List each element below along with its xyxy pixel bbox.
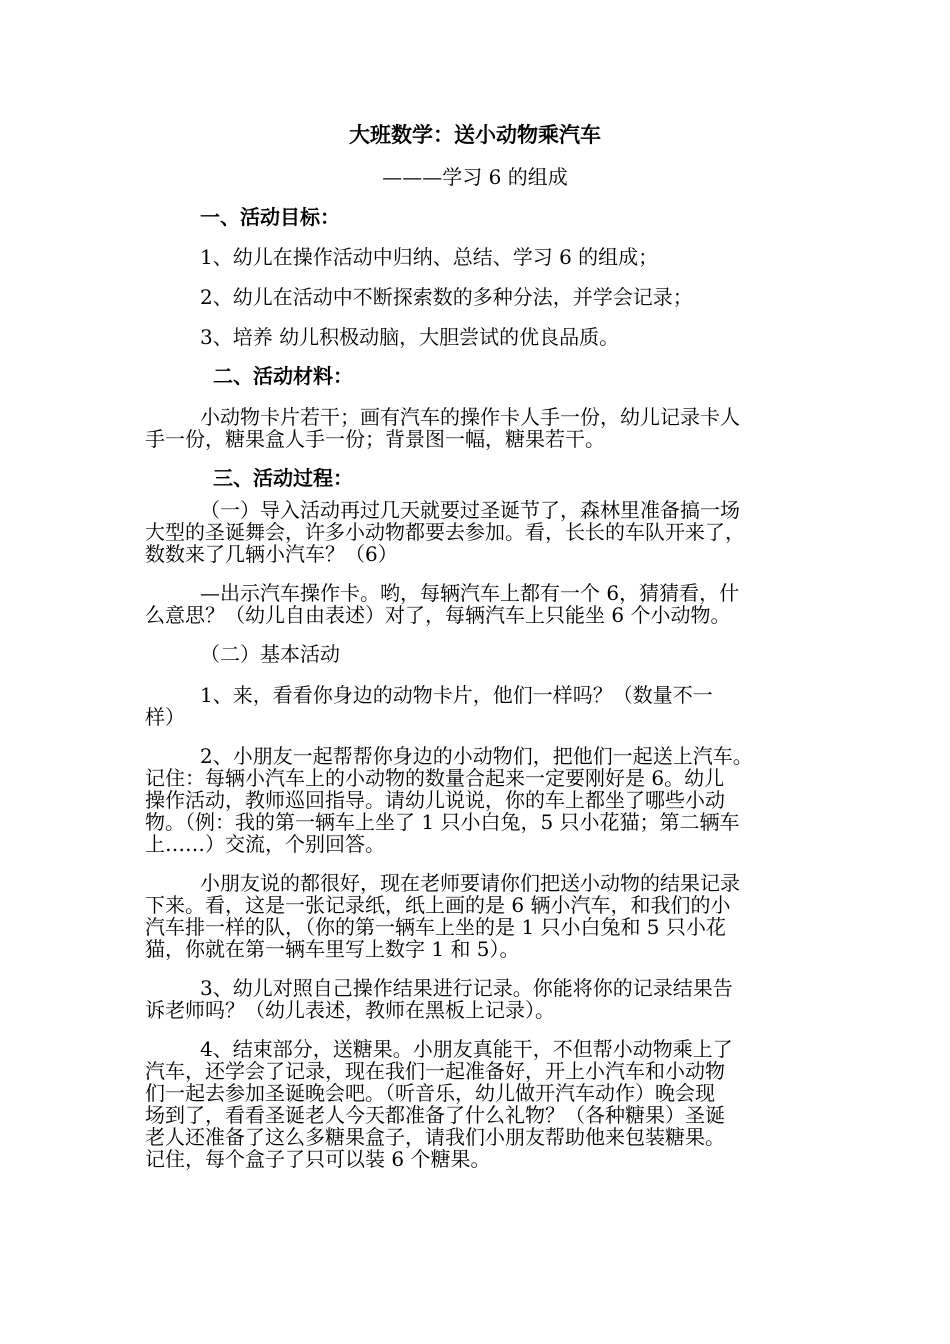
text-line: 数数来了几辆小汽车？（6）	[145, 542, 398, 566]
text-line: 记住，每个盒子了只可以装 6 个糖果。	[145, 1147, 491, 1171]
text-line: 上……）交流，个别回答。	[145, 832, 385, 856]
text-line: 汽车，还学会了记录，现在我们一起准备好，开上小汽车和小动物	[145, 1059, 725, 1083]
text-line: 场到了，看看圣诞老人今天都准备了什么礼物？（各种糖果）圣诞	[145, 1103, 725, 1127]
doc-subtitle: ———学习 6 的组成	[382, 165, 568, 189]
text-line: 样）	[145, 705, 185, 729]
text-line: 下来。看，这是一张记录纸，纸上画的是 6 辆小汽车，和我们的小	[145, 893, 731, 917]
text-line: —出示汽车操作卡。哟，每辆汽车上都有一个 6，猜猜看，什	[200, 581, 740, 605]
text-line: 老人还准备了这么多糖果盒子，请我们小朋友帮助他来包装糖果。	[145, 1125, 725, 1149]
text-line: 么意思？（幼儿自由表述）对了，每辆汽车上只能坐 6 个小动物。	[145, 603, 731, 627]
text-line: （二）基本活动	[200, 642, 340, 666]
text-line: 物。（例：我的第一辆车上坐了 1 只小白兔，5 只小花猫；第二辆车	[145, 810, 740, 834]
text-line: 4、结束部分，送糖果。小朋友真能干，不但帮小动物乘上了	[200, 1037, 733, 1061]
goal-item: 1、幼儿在操作活动中归纳、总结、学习 6 的组成；	[200, 245, 659, 269]
section-heading: 二、活动材料：	[213, 364, 353, 388]
text-line: 小朋友说的都很好，现在老师要请你们把送小动物的结果记录	[200, 871, 740, 895]
section-heading: 一、活动目标：	[200, 205, 340, 229]
text-line: 1、来，看看你身边的动物卡片，他们一样吗？（数量不一	[200, 683, 713, 707]
doc-title: 大班数学：送小动物乘汽车	[349, 122, 601, 147]
text-line: 小动物卡片若干；画有汽车的操作卡人手一份，幼儿记录卡人	[200, 405, 740, 429]
text-line: 汽车排一样的队，（你的第一辆车上坐的是 1 只小白兔和 5 只小花	[145, 915, 726, 939]
text-line: 手一份，糖果盒人手一份；背景图一幅，糖果若干。	[145, 427, 605, 451]
text-line: （一）导入活动再过几天就要过圣诞节了，森林里准备搞一场	[200, 498, 740, 522]
text-line: 2、小朋友一起帮帮你身边的小动物们，把他们一起送上汽车。	[200, 744, 753, 768]
text-line: 操作活动，教师巡回指导。请幼儿说说，你的车上都坐了哪些小动	[145, 788, 725, 812]
text-line: 3、幼儿对照自己操作结果进行记录。你能将你的记录结果告	[200, 976, 733, 1000]
text-line: 猫，你就在第一辆车里写上数字 1 和 5）。	[145, 937, 520, 961]
text-line: 记住：每辆小汽车上的小动物的数量合起来一定要刚好是 6。幼儿	[145, 766, 725, 790]
section-heading: 三、活动过程：	[213, 466, 353, 490]
text-line: 诉老师吗？（幼儿表述，教师在黑板上记录）。	[145, 998, 555, 1022]
goal-item: 3、培养 幼儿积极动脑，大胆尝试的优良品质。	[200, 325, 620, 349]
text-line: 大型的圣诞舞会，许多小动物都要去参加。看，长长的车队开来了，	[145, 520, 745, 544]
text-line: 们一起去参加圣诞晚会吧。（听音乐，幼儿做开汽车动作）晚会现	[145, 1081, 715, 1105]
goal-item: 2、幼儿在活动中不断探索数的多种分法，并学会记录；	[200, 285, 693, 309]
